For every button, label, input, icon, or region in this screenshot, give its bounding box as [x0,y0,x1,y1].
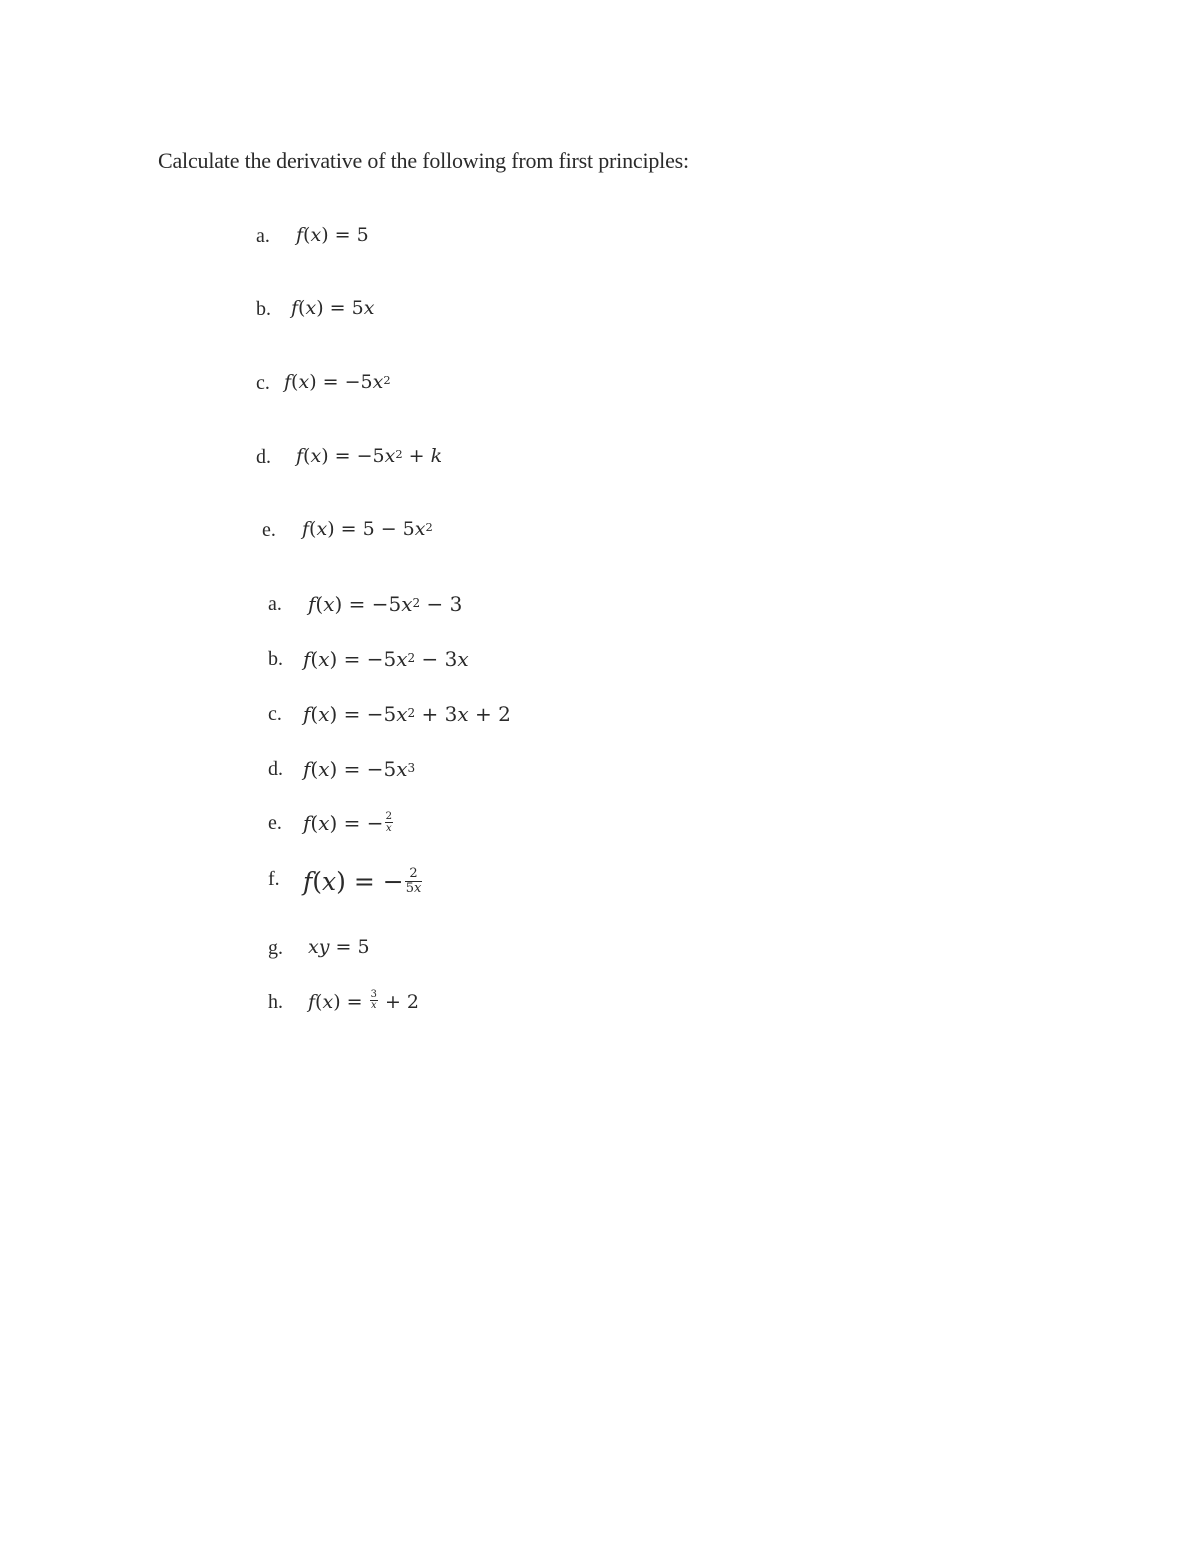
math-expression: f(x) = 5x [291,297,375,319]
math-expression: $f(x) = -5x^2 + k$ [296,445,443,467]
item-label: f. [268,868,280,890]
math-expression: xy = 5 [308,936,370,958]
item-label: g. [268,937,283,959]
item-label: b. [268,648,283,670]
item-label: h. [268,991,283,1013]
item-label: b. [256,298,271,320]
item-label: e. [262,519,276,541]
item-label: a. [268,593,282,615]
math-expression: f(x) = − $\frac{2}{5x}$ [303,866,422,896]
item-label: c. [256,372,270,394]
item-label: d. [256,446,271,468]
item-label: c. [268,703,282,725]
math-expression: $f(x) = -5x^2 - 3x$ [303,647,469,671]
item-label: a. [256,225,270,247]
math-expression: $f(x) = 5 - 5x^2$ [302,518,433,540]
math-expression: $f(x) = -5x^2 - 3$ [308,592,463,616]
math-expression: $f(x) = -5x^2 + 3x + 2$ [303,702,511,726]
math-expression: f(x) = − $\frac{2}{x}$ [303,810,393,835]
math-expression: $f(x) = -5x^3$ [303,757,416,781]
math-expression: f(x) = 5 [296,224,369,246]
item-label: d. [268,758,283,780]
math-expression: $f(x) = -5x^2$ [284,371,391,393]
item-label: e. [268,812,282,834]
math-expression: f(x) = $\frac{3}{x}$ + 2 [308,989,419,1013]
exercise-heading: Calculate the derivative of the following from first principles: [158,148,689,173]
